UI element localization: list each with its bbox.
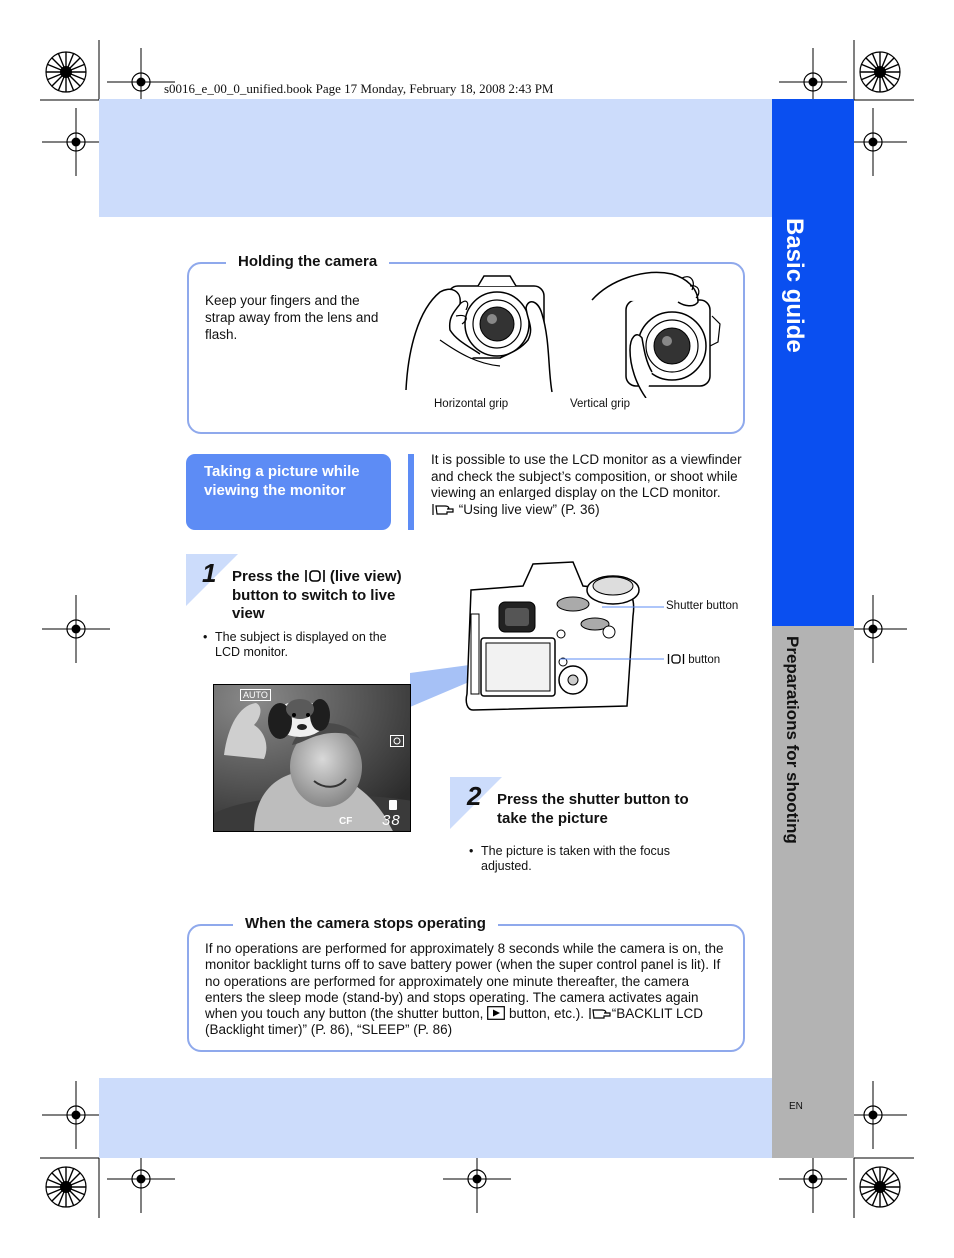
- live-view-icon: [304, 569, 326, 583]
- chapter-tab-basic-guide[interactable]: [772, 99, 854, 626]
- step-1-number: 1: [202, 558, 217, 588]
- live-view-section-label: Taking a picture while viewing the monitor: [186, 454, 391, 530]
- monitor-scene: [214, 685, 411, 832]
- live-view-monitor-image: [213, 684, 411, 832]
- top-band: [99, 99, 772, 217]
- holding-camera-text: Keep your fingers and the strap away from the lens and flash.: [205, 293, 379, 342]
- battery-icon: [389, 800, 397, 810]
- auto-mode-badge: AUTO: [240, 689, 271, 701]
- live-view-button-label: button: [667, 653, 720, 666]
- callout-lines: [560, 600, 670, 664]
- stops-operating-title: When the camera stops operating: [233, 915, 498, 932]
- step-1-heading: Press the (live view) button to switch to live view: [232, 568, 402, 622]
- card-indicator: CF: [339, 816, 353, 827]
- bottom-band: [99, 1078, 772, 1158]
- vertical-grip-illustration: [586, 266, 736, 398]
- section-tab-label: Preparations for shooting: [783, 636, 802, 844]
- live-view-icon: [667, 653, 685, 665]
- reference-hand-icon: [588, 1007, 612, 1020]
- step-2-bullet: • The picture is taken with the focus adjusted.: [469, 844, 670, 873]
- camera-shake-icon: [390, 735, 404, 747]
- horizontal-grip-caption: Horizontal grip: [434, 398, 509, 410]
- language-code: EN: [789, 1101, 803, 1112]
- reference-hand-icon: [431, 503, 455, 516]
- chapter-tab-label: Basic guide: [781, 218, 808, 353]
- remaining-shots: 38: [382, 812, 401, 829]
- vertical-grip-caption: Vertical grip: [570, 398, 631, 410]
- playback-icon: [487, 1006, 505, 1020]
- step-1-bullet: • The subject is displayed on the LCD monitor.: [203, 630, 387, 659]
- intro-divider: [408, 454, 414, 530]
- stops-operating-text: If no operations are performed for approximately 8 seconds while the camera is on, the monitor backlight turns off to save battery power (when the super control panel is lit). If no operations are performed for approximately one minute thereafter, the camera enters the sleep mode (stand-by) and stops operating. The camera activates again when you touch any button (the shutter button, button, etc.). “BACKLIT LCD (Backlight timer)” (P. 86), “SLEEP” (P. 86): [205, 941, 724, 1038]
- horizontal-grip-illustration: [400, 270, 560, 396]
- step-2-number: 2: [467, 781, 482, 811]
- shutter-button-label: Shutter button: [666, 600, 739, 612]
- print-header: s0016_e_00_0_unified.book Page 17 Monday, February 18, 2008 2:43 PM: [164, 81, 554, 96]
- step-2-heading: Press the shutter button to take the picture: [497, 791, 689, 827]
- live-view-intro-text: It is possible to use the LCD monitor as a viewfinder and check the subject’s composition, or shoot while viewing an enlarged display on the LCD monitor. “Using live view” (P. 36): [431, 452, 742, 517]
- holding-camera-title: Holding the camera: [226, 253, 389, 270]
